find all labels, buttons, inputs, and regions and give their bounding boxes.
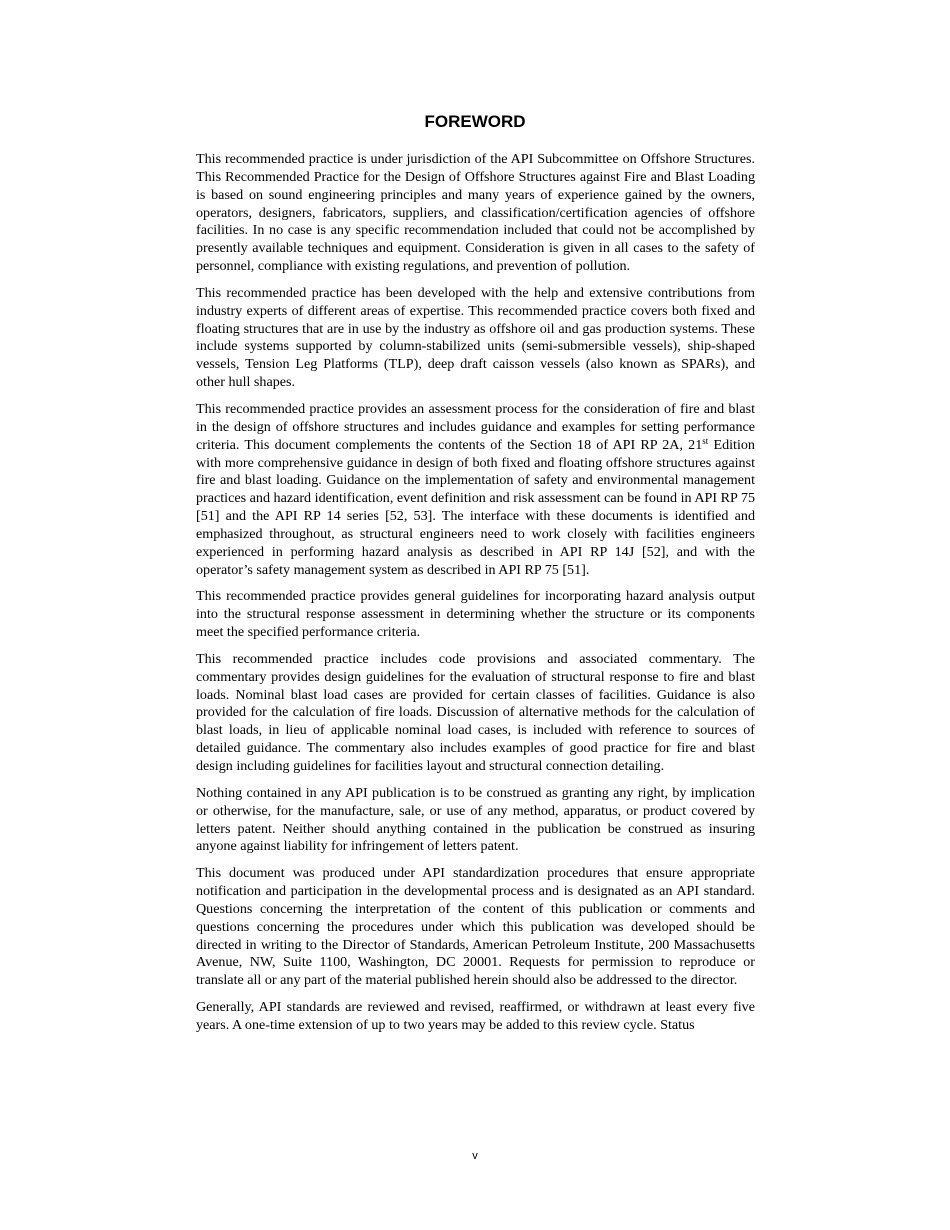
paragraph-assessment: [196, 401, 755, 579]
ordinal-superscript: st: [702, 435, 709, 446]
paragraph-review-cycle: Generally, API standards are reviewed and revised, reaffirmed, or withdrawn at least every five years. A one-time extension of up to two years may be added to this review cycle. Status: [196, 999, 755, 1033]
page-number: v: [472, 1150, 478, 1162]
paragraph-patent-disclaimer: Nothing contained in any API publication is to be construed as granting any right, by implication or otherwise, for the manufacture, sale, or use of any method, apparatus, or product covered by letters patent. Neither should anything contained in the publication be construed as insuring anyone against liability for infringement of letters patent.: [196, 784, 755, 855]
paragraph-assessment-part2: Edition with more comprehensive guidance in design of both fixed and floating offshore structures against fire and blast loading. Guidance on the implementation of safety and environmental management practices and hazard identification, event definition and risk assessment can be found in API RP 75 [51] and the API RP 14 series [52, 53]. The interface with these documents is identified and emphasized throughout, as structural engineers need to work closely with facilities engineers experienced in performing hazard analysis as described in API RP 14J [52], and with the operator’s safety management system as described in API RP 75 [51].: [196, 436, 755, 578]
paragraph-assessment-part1: This recommended practice provides an assessment process for the consideration of fire and blast in the design of offshore structures and includes guidance and examples for setting performance criteria. This document complements the contents of the Section 18 of API RP 2A, 21: [196, 400, 755, 453]
paragraph-development: This recommended practice has been developed with the help and extensive contributions from industry experts of different areas of expertise. This recommended practice covers both fixed and floating structures that are in use by the industry as offshore oil and gas production systems. These include systems supported by column-stabilized units (semi-submersible vessels), ship-shaped vessels, Tension Leg Platforms (TLP), deep draft caisson vessels (also known as SPARs), and other hull shapes.: [196, 284, 755, 391]
paragraph-standardization: This document was produced under API standardization procedures that ensure appropriate notification and participation in the developmental process and is designated as an API standard. Questions concerning the interpretation of the content of this publication or comments and questions concerning the procedures under which this publication was developed should be directed in writing to the Director of Standards, American Petroleum Institute, 200 Massachusetts Avenue, NW, Suite 1100, Washington, DC 20001. Requests for permission to reproduce or translate all or any part of the material published herein should also be addressed to the director.: [196, 865, 755, 989]
foreword-body: [196, 151, 755, 1044]
paragraph-jurisdiction: This recommended practice is under jurisdiction of the API Subcommittee on Offshore Structures. This Recommended Practice for the Design of Offshore Structures against Fire and Blast Loading is based on sound engineering principles and many years of experience gained by the owners, operators, designers, fabricators, suppliers, and classification/certification agencies of offshore facilities. In no case is any specific recommendation included that could not be accomplished by presently available techniques and equipment. Consideration is given in all cases to the safety of personnel, compliance with existing regulations, and prevention of pollution.: [196, 151, 755, 275]
page-title: FOREWORD: [424, 112, 526, 131]
paragraph-commentary: This recommended practice includes code provisions and associated commentary. The commentary provides design guidelines for the evaluation of structural response to fire and blast loads. Nominal blast load cases are provided for certain classes of facilities. Guidance is also provided for the calculation of fire loads. Discussion of alternative methods for the calculation of blast loads, in lieu of applicable nominal load cases, is included with reference to sources of detailed guidance. The commentary also includes examples of good practice for fire and blast design including guidelines for facilities layout and structural connection detailing.: [196, 650, 755, 774]
paragraph-guidelines: This recommended practice provides general guidelines for incorporating hazard analysis output into the structural response assessment in determining whether the structure or its components meet the specified performance criteria.: [196, 588, 755, 641]
